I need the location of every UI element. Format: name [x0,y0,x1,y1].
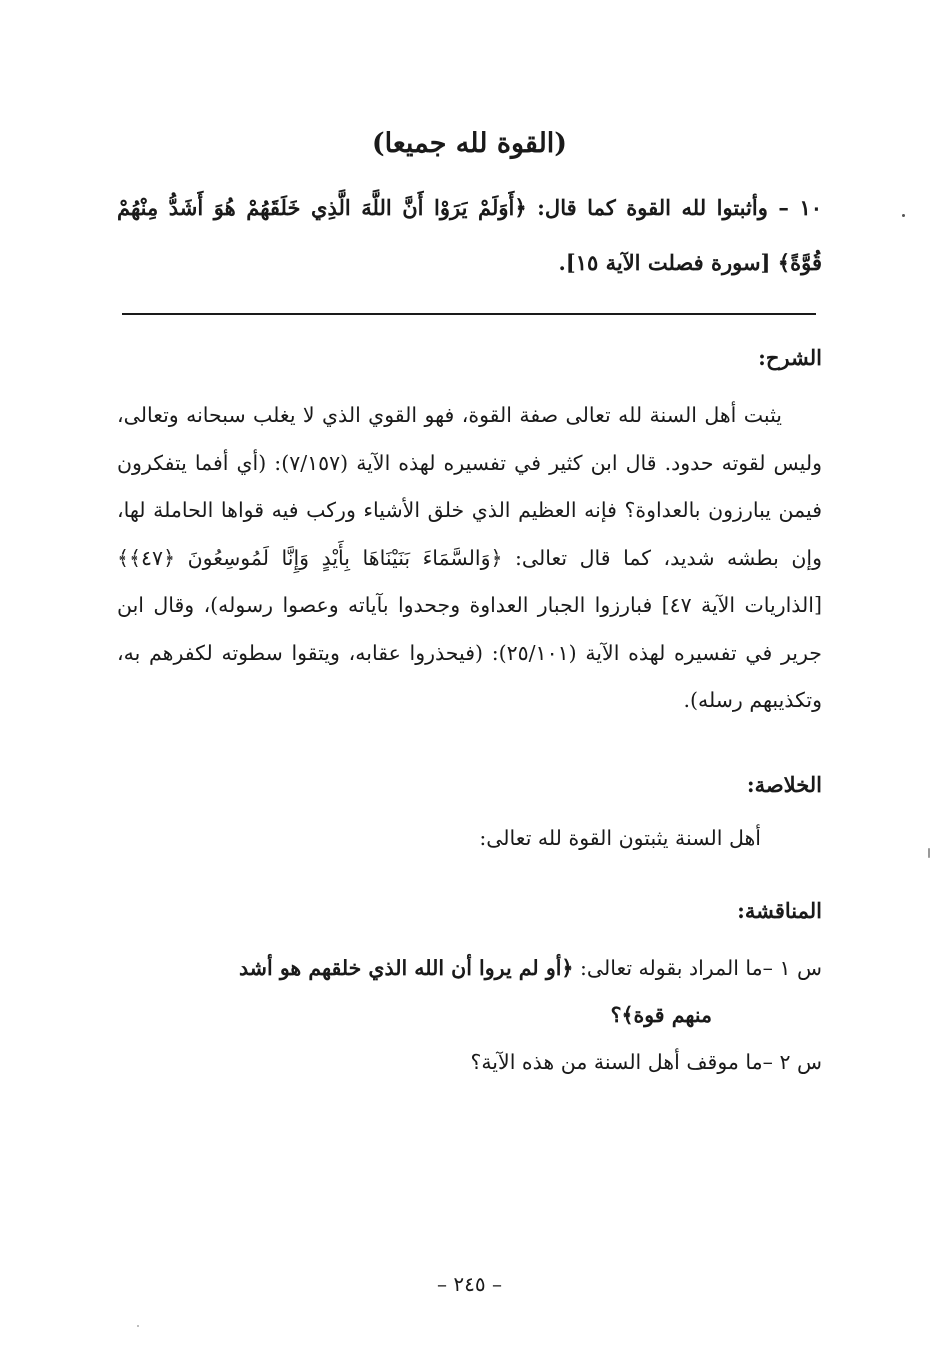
question-text: ما المراد بقوله تعالى: [573,956,763,980]
verse-reference: [سورة فصلت الآية ١٥]. [558,250,778,275]
question-item [117,1039,822,1086]
scan-speck [902,214,905,217]
scan-speck [928,848,930,858]
verse-intro: وأثبتوا لله القوة كما قال: [526,195,768,220]
page-title: (القوة لله جميعا) [371,128,568,159]
sharh-quran-text: ﴿وَالسَّمَاءَ بَنَيْنَاهَا بِأَيْدٍ وَإِنَّا لَمُوسِعُونَ ﴿٤٧﴾﴾ [117,545,503,570]
khulasa-text: أهل السنة يثبتون القوة لله تعالى: [479,826,761,850]
question-label: س ١ – [762,956,822,980]
questions-list [117,945,822,1086]
sharh-paragraph [117,392,822,725]
question-item [117,945,822,1039]
munaqasha-heading: المناقشة: [737,898,822,923]
khulasa-heading: الخلاصة: [746,772,822,797]
scan-speck [137,1325,139,1327]
sharh-text-part2: [الذاريات الآية ٤٧] فبارزوا الجبار العداوة وجحدوا بآياته وعصوا رسوله)، وقال ابن جرير في تفسيره لهذه الآية (٢٥/١٠١): (فيحذروا عقابه، ويتقوا سطوته لكفرهم به، وتكذيبهم رسله). [117,593,822,712]
section-divider [122,313,816,315]
question-text: ما موقف أهل السنة من هذه الآية؟ [470,1050,763,1074]
verse-number: ١٠ – [767,195,822,220]
sharh-heading: الشرح: [758,345,822,370]
sharh-text-part1: يثبت أهل السنة لله تعالى صفة القوة، فهو القوي الذي لا يغلب سبحانه وتعالى، وليس لقوته حدود. قال ابن كثير في تفسيره لهذه الآية (٧/١٥٧): (أي أفما يتفكرون فيمن يبارزون بالعداوة؟ فإنه العظيم الذي خلق الأشياء وركب فيه قواها الحاملة لها، وإن بطشه شديد، كما قال تعالى: [117,403,823,570]
question-quran-text: ﴿أو لم يروا أن الله الذي خلقهم هو أشد [239,956,574,980]
verse-quran-text: ﴿أَوَلَمْ يَرَوْا أَنَّ اللَّهَ الَّذِي خَلَقَهُمْ هُوَ أَشَدُّ مِنْهُمْ قُوَّةً﴾ [117,195,822,275]
page-number: – ٢٤٥ – [437,1272,502,1296]
question-label: س ٢ – [762,1050,822,1074]
verse-section [117,180,822,290]
question-continuation: منهم قوة﴾؟ [610,1003,712,1027]
